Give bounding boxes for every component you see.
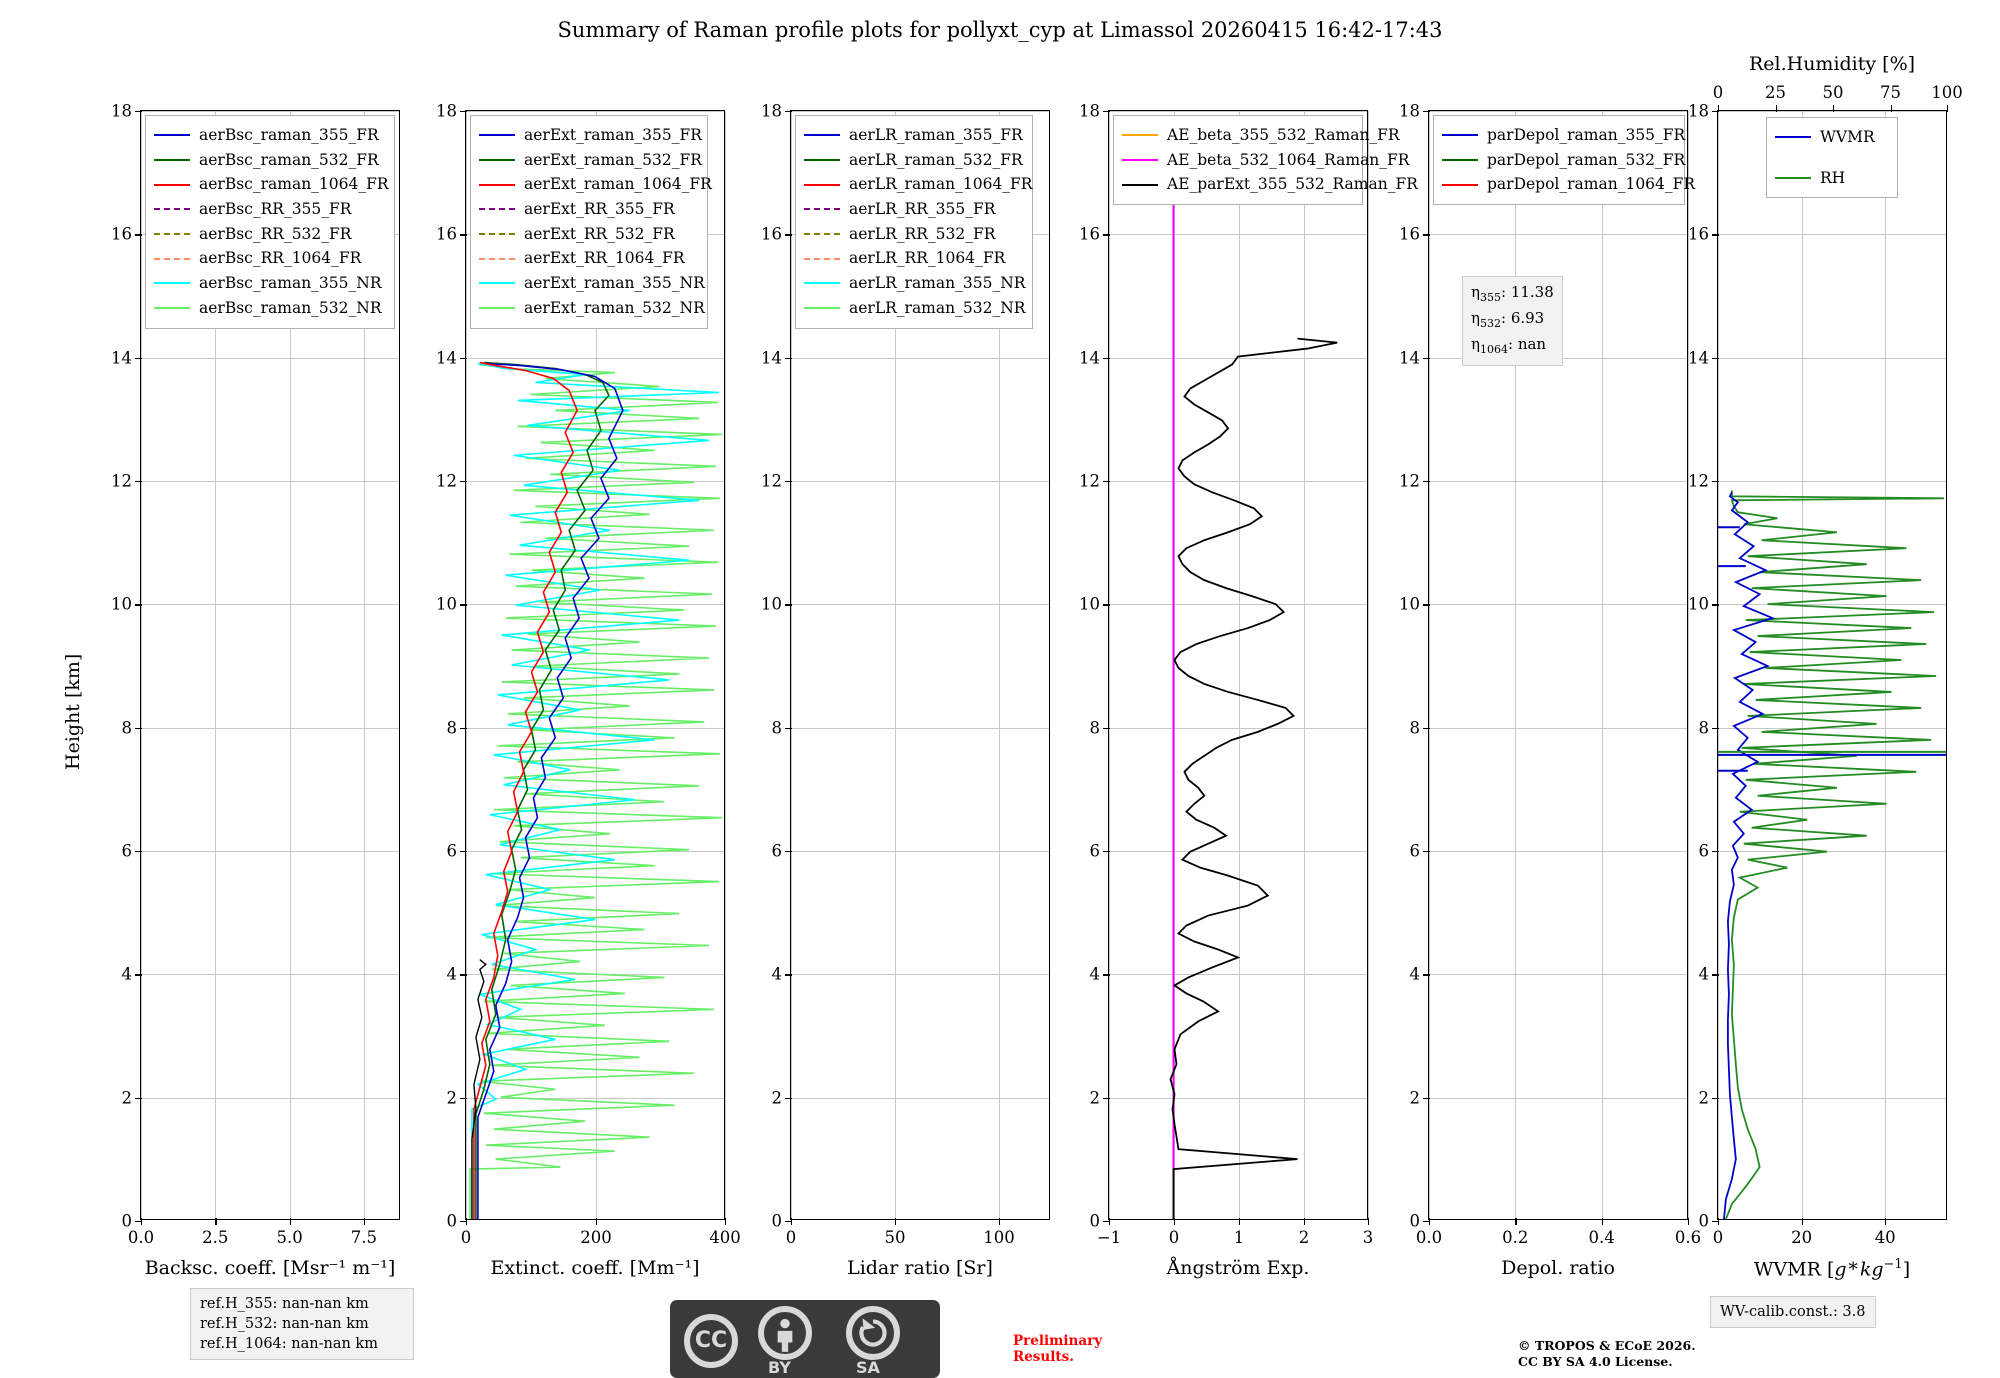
legend-swatch xyxy=(479,159,515,161)
ytick-label: 4 xyxy=(771,964,782,984)
panel-depolarization xyxy=(1399,101,1702,1279)
ytick-label: 6 xyxy=(446,841,457,861)
ytick-label: 0 xyxy=(1698,1211,1709,1231)
legend-swatch xyxy=(154,307,190,309)
preliminary-line-2: Results. xyxy=(1013,1349,1074,1365)
legend-swatch xyxy=(154,282,190,284)
legend-label: aerLR_RR_355_FR xyxy=(849,200,996,219)
ytick-label: 12 xyxy=(111,471,132,491)
eta-symbol: η xyxy=(1471,309,1480,327)
xtick-label: 40 xyxy=(1874,1228,1896,1247)
xtick-label: 2.5 xyxy=(202,1228,229,1247)
legend-swatch xyxy=(804,159,840,161)
ytick-label: 2 xyxy=(121,1088,132,1108)
y-axis-label: Height [km] xyxy=(62,653,84,770)
legend-label: aerBsc_RR_355_FR xyxy=(199,200,352,219)
legend-swatch xyxy=(804,282,840,284)
legend-label: aerLR_RR_532_FR xyxy=(849,224,996,243)
eta-annotation-box xyxy=(1462,276,1563,366)
panel-backscatter xyxy=(62,101,400,1279)
legend-swatch xyxy=(479,282,515,284)
legend-swatch xyxy=(1122,184,1158,186)
xtick-label: 50 xyxy=(884,1228,906,1247)
legend-swatch xyxy=(154,184,190,186)
ytick-label: 16 xyxy=(1079,224,1100,244)
ytick-label: 2 xyxy=(446,1088,457,1108)
eta-symbol: η xyxy=(1471,283,1480,301)
ytick-label: 0 xyxy=(1089,1211,1100,1231)
ytick-label: 4 xyxy=(1698,964,1709,984)
legend-swatch xyxy=(479,233,515,235)
ytick-label: 0 xyxy=(1409,1211,1420,1231)
angstrom-traces xyxy=(1109,111,1367,1219)
legend-label: aerBsc_RR_532_FR xyxy=(199,224,352,243)
legend-swatch xyxy=(804,307,840,309)
eta-symbol: η xyxy=(1471,335,1480,353)
legend-label: aerBsc_raman_355_FR xyxy=(199,126,379,144)
ytick-label: 6 xyxy=(771,841,782,861)
x-axis-label-rh-top: Rel.Humidity [%] xyxy=(1748,53,1916,75)
copyright-line-2: CC BY SA 4.0 License. xyxy=(1518,1354,1673,1369)
legend-label: WVMR xyxy=(1820,128,1875,146)
ytick-label: 14 xyxy=(436,348,457,368)
ytick-label: 4 xyxy=(121,964,132,984)
ytick-label: 16 xyxy=(1688,224,1709,244)
ytick-label: 10 xyxy=(1079,594,1100,614)
legend-label: AE_parExt_355_532_Raman_FR xyxy=(1167,175,1418,194)
legend-swatch xyxy=(1122,134,1158,136)
x-axis-label-lidar-ratio: Lidar ratio [Sr] xyxy=(847,1257,993,1279)
ytick-label: 14 xyxy=(1688,348,1709,368)
legend-label: aerLR_raman_355_NR xyxy=(849,274,1026,293)
ytick-label: 4 xyxy=(1089,964,1100,984)
xtick-label: 7.5 xyxy=(350,1228,378,1247)
ytick-label: 6 xyxy=(1409,841,1420,861)
ytick-label: 8 xyxy=(771,718,782,738)
ytick-label: 0 xyxy=(771,1211,782,1231)
xtick-label: 200 xyxy=(580,1228,612,1247)
legend-label: aerExt_RR_355_FR xyxy=(524,200,675,219)
xtick-label: 1 xyxy=(1233,1228,1245,1247)
ytick-label: 12 xyxy=(1079,471,1100,491)
legend-label: parDepol_raman_532_FR xyxy=(1487,150,1686,169)
ytick-label: 12 xyxy=(761,471,782,491)
eta-355-row xyxy=(1471,282,1554,308)
ytick-label: 18 xyxy=(761,101,782,121)
legend-swatch xyxy=(479,208,515,210)
eta-355-value: : 11.38 xyxy=(1501,283,1554,301)
wv-calib-box xyxy=(1710,1296,1876,1328)
xtick-label: 2 xyxy=(1298,1228,1310,1247)
legend-label: aerExt_raman_532_NR xyxy=(524,298,705,317)
cc-by-person-icon xyxy=(758,1306,812,1360)
xtick-label: −1 xyxy=(1096,1228,1122,1247)
xtick-label-top: 0 xyxy=(1712,83,1724,102)
ytick-label: 16 xyxy=(1399,224,1420,244)
x-axis-label-backscatter: Backsc. coeff. [Msr⁻¹ m⁻¹] xyxy=(144,1257,396,1279)
legend-label: aerExt_raman_355_NR xyxy=(524,274,705,293)
x-axis-label-depolarization: Depol. ratio xyxy=(1501,1257,1615,1279)
ytick-label: 6 xyxy=(121,841,132,861)
legend-swatch xyxy=(804,208,840,210)
wv-calib-const: WV-calib.const.: 3.8 xyxy=(1720,1304,1866,1320)
ytick-label: 10 xyxy=(111,594,132,614)
ytick-label: 10 xyxy=(761,594,782,614)
ytick-label: 8 xyxy=(1409,718,1420,738)
panel-lidar-ratio xyxy=(761,101,1050,1279)
legend-swatch xyxy=(154,208,190,210)
legend-swatch xyxy=(479,258,515,260)
legend-swatch xyxy=(1442,184,1478,186)
legend-label: aerExt_raman_1064_FR xyxy=(524,175,712,194)
ref-h532: ref.H_532: nan-nan km xyxy=(200,1316,369,1332)
ytick-label: 4 xyxy=(1409,964,1420,984)
xtick-label-top: 75 xyxy=(1880,83,1901,102)
legend-swatch xyxy=(479,134,515,136)
ytick-label: 2 xyxy=(1409,1088,1420,1108)
ytick-label: 14 xyxy=(1079,348,1100,368)
reference-height-box xyxy=(190,1288,414,1360)
legend-label: aerExt_raman_355_FR xyxy=(524,126,702,144)
legend-swatch xyxy=(154,159,190,161)
ref-h1064: ref.H_1064: nan-nan km xyxy=(200,1336,378,1352)
eta-1064-sub: 1064 xyxy=(1480,343,1508,356)
legend-label: AE_beta_355_532_Raman_FR xyxy=(1167,126,1400,144)
ytick-label: 14 xyxy=(111,348,132,368)
legend-label: aerLR_raman_532_NR xyxy=(849,298,1026,317)
xtick-label: 0 xyxy=(1712,1228,1724,1247)
ytick-label: 8 xyxy=(446,718,457,738)
xtick-label: 0.0 xyxy=(1415,1228,1443,1247)
eta-532-sub: 532 xyxy=(1480,317,1501,330)
legend-label: AE_beta_532_1064_Raman_FR xyxy=(1167,150,1410,169)
eta-1064-value: : nan xyxy=(1508,335,1547,353)
xtick-label: 0 xyxy=(460,1228,472,1247)
legend-swatch xyxy=(1775,177,1811,179)
ytick-label: 8 xyxy=(1089,718,1100,738)
xtick-label: 3 xyxy=(1362,1228,1374,1247)
xtick-label: 0 xyxy=(1168,1228,1180,1247)
legend-label: aerLR_raman_355_FR xyxy=(849,126,1023,144)
xtick-label: 5.0 xyxy=(276,1228,303,1247)
xtick-label: 20 xyxy=(1791,1228,1813,1247)
legend-swatch xyxy=(154,134,190,136)
ytick-label: 18 xyxy=(1688,101,1709,121)
ytick-label: 18 xyxy=(111,101,132,121)
ytick-label: 18 xyxy=(436,101,457,121)
legend-swatch xyxy=(804,134,840,136)
ytick-label: 14 xyxy=(761,348,782,368)
ytick-label: 10 xyxy=(1688,594,1709,614)
legend-label: parDepol_raman_355_FR xyxy=(1487,126,1686,144)
xtick-label-top: 25 xyxy=(1765,83,1786,102)
xtick-label: 0 xyxy=(785,1228,797,1247)
legend-label: aerBsc_raman_532_FR xyxy=(199,150,379,169)
ytick-label: 12 xyxy=(436,471,457,491)
legend-label: parDepol_raman_1064_FR xyxy=(1487,175,1696,194)
legend-label: aerExt_raman_532_FR xyxy=(524,150,702,169)
ytick-label: 16 xyxy=(761,224,782,244)
legend-extinction xyxy=(470,115,712,329)
legend-swatch xyxy=(1442,159,1478,161)
legend-swatch xyxy=(1442,134,1478,136)
plot-area-depolarization xyxy=(1399,101,1702,1279)
ytick-label: 8 xyxy=(121,718,132,738)
eta-355-sub: 355 xyxy=(1480,291,1501,304)
ref-h355: ref.H_355: nan-nan km xyxy=(200,1296,369,1312)
ytick-label: 10 xyxy=(1399,594,1420,614)
legend-swatch xyxy=(1122,159,1158,161)
wvmr-rh-traces xyxy=(1718,111,1946,1219)
xtick-label-top: 50 xyxy=(1822,83,1844,102)
ytick-label: 0 xyxy=(446,1211,457,1231)
xtick-label: 0.4 xyxy=(1588,1228,1615,1247)
cc-by-label: BY xyxy=(768,1358,791,1377)
legend-swatch xyxy=(154,233,190,235)
legend-swatch xyxy=(1775,136,1811,138)
panel-angstrom xyxy=(1079,101,1418,1279)
cc-sa-icon xyxy=(846,1306,900,1360)
legend-label: aerBsc_raman_355_NR xyxy=(199,274,382,293)
x-axis-label-extinction: Extinct. coeff. [Mm⁻¹] xyxy=(490,1257,700,1279)
ytick-label: 8 xyxy=(1698,718,1709,738)
legend-label: RH xyxy=(1820,168,1846,187)
ytick-label: 12 xyxy=(1399,471,1420,491)
plot-area-angstrom xyxy=(1079,101,1418,1279)
legend-swatch xyxy=(804,184,840,186)
legend-angstrom xyxy=(1113,115,1418,205)
ytick-label: 14 xyxy=(1399,348,1420,368)
xtick-label-top: 100 xyxy=(1931,83,1963,102)
ytick-label: 2 xyxy=(1698,1088,1709,1108)
legend-label: aerBsc_RR_1064_FR xyxy=(199,249,362,268)
xtick-label: 0.6 xyxy=(1674,1228,1702,1247)
legend-label: aerBsc_raman_532_NR xyxy=(199,298,382,317)
preliminary-line-1: Preliminary xyxy=(1013,1333,1103,1349)
legend-swatch xyxy=(804,258,840,260)
ytick-label: 12 xyxy=(1688,471,1709,491)
x-axis-label-angstrom: Ångström Exp. xyxy=(1166,1257,1310,1279)
ytick-label: 4 xyxy=(446,964,457,984)
ytick-label: 2 xyxy=(771,1088,782,1108)
legend-wvmr-rh xyxy=(1766,117,1898,198)
legend-label: aerExt_RR_1064_FR xyxy=(524,249,685,268)
legend-backscatter xyxy=(145,115,395,329)
ytick-label: 18 xyxy=(1079,101,1100,121)
legend-depolarization xyxy=(1433,115,1696,205)
ytick-label: 6 xyxy=(1089,841,1100,861)
x-axis-label-wvmr: WVMR [g * $kg^{-1}$] xyxy=(1753,1257,1911,1281)
legend-swatch xyxy=(154,258,190,260)
ytick-label: 18 xyxy=(1399,101,1420,121)
ytick-label: 16 xyxy=(111,224,132,244)
xtick-label: 0.2 xyxy=(1502,1228,1529,1247)
page-title: Summary of Raman profile plots for pollyxt_cyp at Limassol 20260415 16:42-17:43 xyxy=(557,18,1443,42)
preliminary-results-note xyxy=(1013,1333,1102,1365)
legend-label: aerLR_raman_1064_FR xyxy=(849,175,1033,194)
ytick-label: 16 xyxy=(436,224,457,244)
plot-area-lidar-ratio xyxy=(761,101,1050,1279)
ytick-label: 0 xyxy=(121,1211,132,1231)
plot-area-extinction xyxy=(436,101,741,1279)
legend-label: aerExt_RR_532_FR xyxy=(524,224,675,243)
legend-swatch xyxy=(479,307,515,309)
xtick-label: 100 xyxy=(983,1228,1015,1247)
cc-license-badge xyxy=(670,1300,940,1378)
copyright-line-1: © TROPOS & ECoE 2026. xyxy=(1518,1338,1696,1353)
eta-532-row xyxy=(1471,308,1554,334)
cc-mark-icon: CC xyxy=(684,1314,738,1368)
legend-lidar-ratio xyxy=(795,115,1033,329)
legend-swatch xyxy=(479,184,515,186)
eta-1064-row xyxy=(1471,334,1554,360)
copyright-note xyxy=(1518,1338,1696,1370)
legend-label: aerBsc_raman_1064_FR xyxy=(199,175,389,194)
cc-sa-label: SA xyxy=(856,1358,880,1377)
legend-label: aerLR_raman_532_FR xyxy=(849,150,1023,169)
ytick-label: 6 xyxy=(1698,841,1709,861)
legend-label: aerLR_RR_1064_FR xyxy=(849,249,1006,268)
xtick-label: 0.0 xyxy=(127,1228,155,1247)
panel-extinction xyxy=(436,101,741,1279)
xtick-label: 400 xyxy=(709,1228,741,1247)
ytick-label: 2 xyxy=(1089,1088,1100,1108)
legend-swatch xyxy=(804,233,840,235)
plot-area-backscatter xyxy=(111,101,400,1279)
eta-532-value: : 6.93 xyxy=(1501,309,1545,327)
ytick-label: 10 xyxy=(436,594,457,614)
